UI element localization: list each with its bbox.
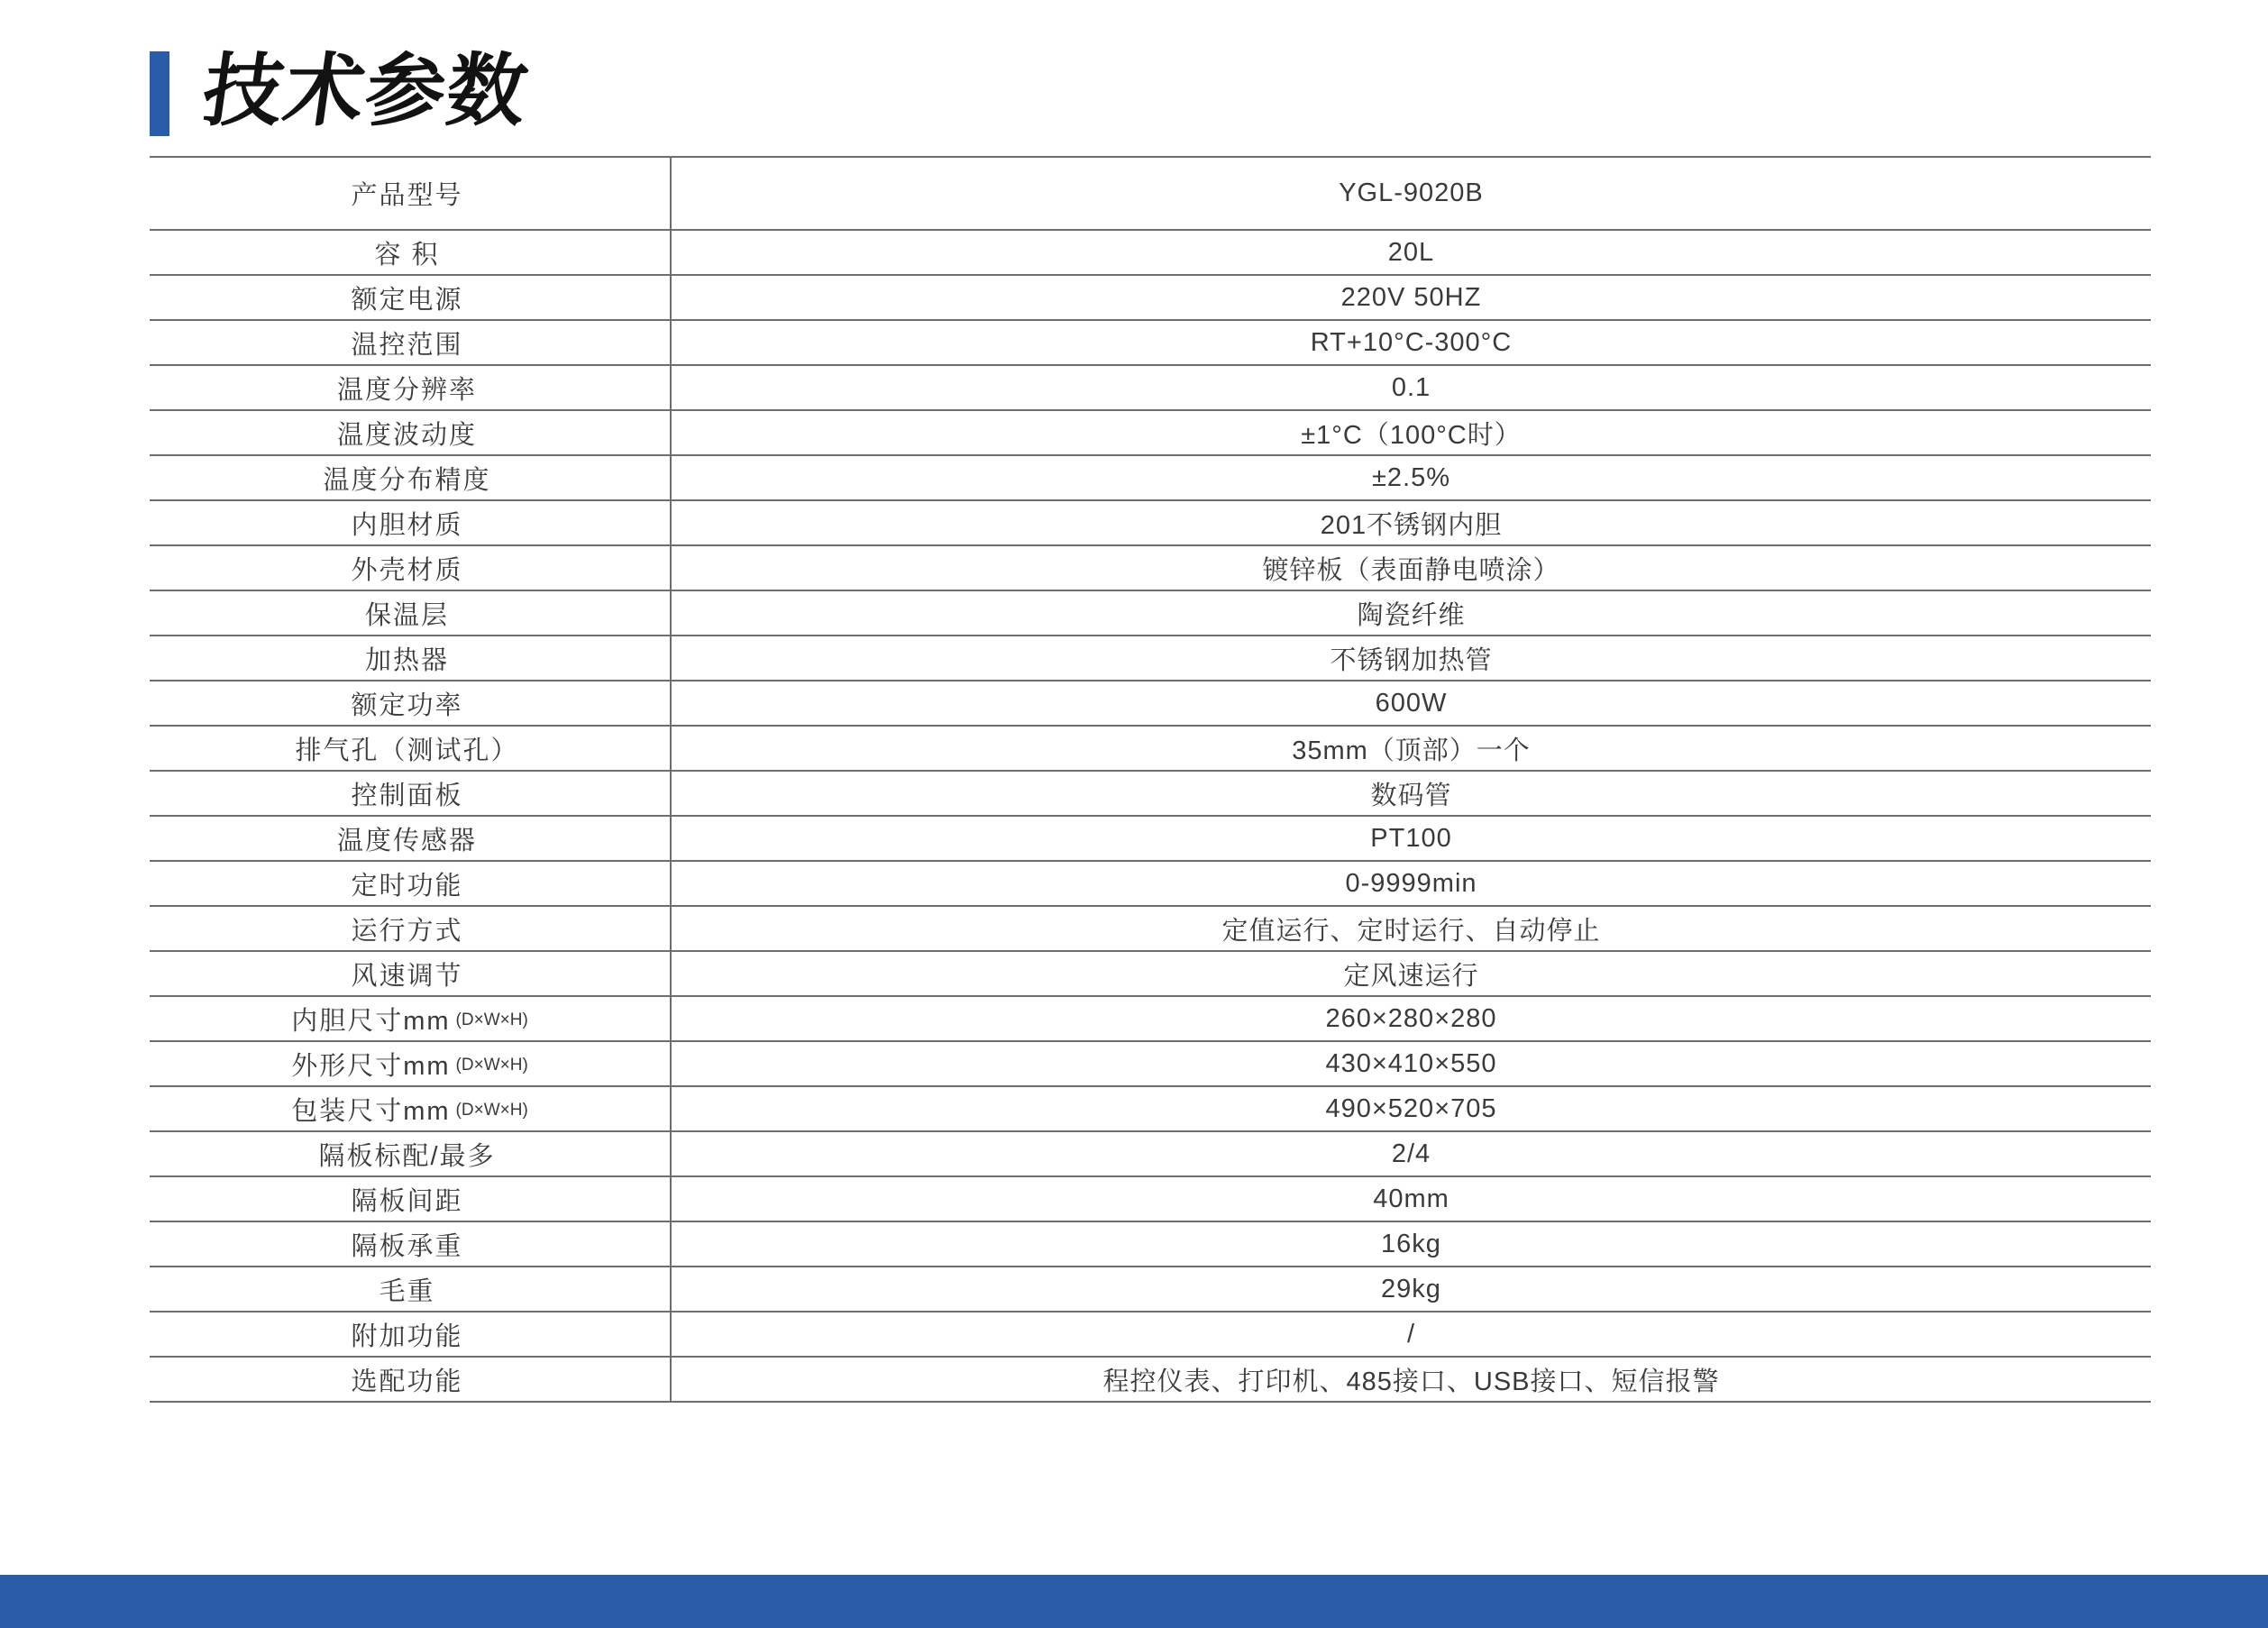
row-value-cell <box>672 817 2151 860</box>
row-label-sub: (D×W×H) <box>455 1011 528 1029</box>
row-value: 0-9999min <box>1345 868 1477 898</box>
row-label-cell <box>150 591 672 635</box>
row-value-cell <box>672 546 2151 590</box>
row-value: 490×520×705 <box>1325 1093 1497 1123</box>
row-label-cell <box>150 862 672 905</box>
table-row <box>150 1311 2151 1356</box>
row-value: 600W <box>1375 688 1448 718</box>
table-row <box>150 274 2151 319</box>
row-value: 定风速运行 <box>1343 961 1479 991</box>
table-row <box>150 319 2151 364</box>
row-value: 不锈钢加热管 <box>1330 645 1493 675</box>
row-value-cell <box>672 1267 2151 1311</box>
row-value-cell <box>672 636 2151 680</box>
row-label: 保温层 <box>364 600 449 630</box>
row-value: 430×410×550 <box>1325 1048 1497 1078</box>
row-label: 毛重 <box>379 1276 435 1306</box>
row-value: 201不锈钢内胆 <box>1320 510 1503 540</box>
row-label-cell <box>150 366 672 409</box>
row-value-cell <box>672 1177 2151 1221</box>
table-row <box>150 1221 2151 1266</box>
row-label-cell <box>150 1042 672 1085</box>
row-label-cell <box>150 321 672 364</box>
page-title: 技术参数 <box>197 46 535 135</box>
table-row <box>150 590 2151 635</box>
row-label: 包装尺寸mm <box>291 1096 451 1126</box>
table-row <box>150 815 2151 860</box>
row-value-cell <box>672 501 2151 544</box>
row-value-cell <box>672 321 2151 364</box>
row-value: RT+10°C-300°C <box>1310 327 1513 357</box>
table-row <box>150 725 2151 770</box>
row-label-cell <box>150 772 672 815</box>
row-value: 陶瓷纤维 <box>1357 600 1466 630</box>
row-value-cell <box>672 997 2151 1040</box>
row-label-cell <box>150 276 672 319</box>
row-value: 2/4 <box>1391 1139 1431 1168</box>
table-row <box>150 454 2151 499</box>
row-label-cell <box>150 952 672 995</box>
row-value: ±1°C（100°C时） <box>1301 420 1522 450</box>
table-row <box>150 950 2151 995</box>
row-value: PT100 <box>1370 823 1452 853</box>
row-label: 温控范围 <box>351 330 463 360</box>
row-label: 隔板标配/最多 <box>318 1141 496 1171</box>
table-row <box>150 995 2151 1040</box>
row-label-cell <box>150 456 672 499</box>
row-value-cell <box>672 231 2151 274</box>
row-label-cell <box>150 501 672 544</box>
row-label: 控制面板 <box>351 781 463 810</box>
row-value-cell <box>672 411 2151 454</box>
table-row <box>150 499 2151 544</box>
row-label: 温度传感器 <box>336 826 477 855</box>
row-value: 260×280×280 <box>1325 1003 1497 1033</box>
row-label-cell <box>150 1222 672 1266</box>
row-value: 20L <box>1387 237 1435 267</box>
row-value-cell <box>672 1222 2151 1266</box>
title-accent-bar <box>150 51 169 136</box>
row-value-cell <box>672 952 2151 995</box>
row-label: 风速调节 <box>351 961 463 991</box>
footer-bar <box>0 1575 2268 1628</box>
row-value-cell <box>672 1042 2151 1085</box>
row-value: 数码管 <box>1370 781 1452 810</box>
row-label-cell <box>150 158 672 229</box>
row-value-cell <box>672 727 2151 770</box>
row-label: 温度分布精度 <box>323 465 491 495</box>
row-label-cell <box>150 1312 672 1356</box>
row-value: 35mm（顶部）一个 <box>1292 736 1531 765</box>
row-value: 220V 50HZ <box>1340 282 1482 312</box>
row-label-cell <box>150 1087 672 1130</box>
row-value: YGL-9020B <box>1339 178 1484 207</box>
row-value-cell <box>672 1358 2151 1401</box>
row-value: 29kg <box>1381 1274 1441 1303</box>
row-label: 定时功能 <box>351 871 463 901</box>
row-value-cell <box>672 366 2151 409</box>
row-label: 加热器 <box>364 645 449 675</box>
table-row <box>150 409 2151 454</box>
row-label: 内胆材质 <box>351 510 463 540</box>
section-header <box>150 46 535 138</box>
table-row <box>150 905 2151 950</box>
table-row <box>150 635 2151 680</box>
spec-table <box>150 156 2151 1403</box>
row-label-sub: (D×W×H) <box>455 1101 528 1120</box>
row-value-cell <box>672 1087 2151 1130</box>
row-value: 镀锌板（表面静电喷涂） <box>1262 555 1560 585</box>
row-label-cell <box>150 411 672 454</box>
row-label: 运行方式 <box>351 916 463 946</box>
row-value: / <box>1406 1319 1416 1349</box>
row-label: 选配功能 <box>351 1367 463 1396</box>
row-label: 外形尺寸mm <box>291 1051 451 1081</box>
table-row <box>150 1175 2151 1221</box>
table-row <box>150 1130 2151 1175</box>
row-value-cell <box>672 276 2151 319</box>
table-row <box>150 1085 2151 1130</box>
row-label-cell <box>150 636 672 680</box>
row-value: 0.1 <box>1391 372 1431 402</box>
table-row <box>150 770 2151 815</box>
row-label-cell <box>150 727 672 770</box>
row-label-cell <box>150 1267 672 1311</box>
row-label-cell <box>150 817 672 860</box>
row-label: 产品型号 <box>351 181 463 210</box>
row-value: 16kg <box>1381 1229 1441 1258</box>
row-value: 定值运行、定时运行、自动停止 <box>1221 916 1601 946</box>
row-value-cell <box>672 158 2151 229</box>
row-value: 40mm <box>1373 1184 1450 1213</box>
table-row <box>150 156 2151 229</box>
row-label-cell <box>150 546 672 590</box>
row-value-cell <box>672 681 2151 725</box>
table-row <box>150 544 2151 590</box>
table-row <box>150 1040 2151 1085</box>
table-row <box>150 860 2151 905</box>
row-label: 额定功率 <box>351 691 463 720</box>
row-label: 外壳材质 <box>351 555 463 585</box>
row-label-cell <box>150 1358 672 1401</box>
row-value: ±2.5% <box>1371 462 1450 492</box>
table-row <box>150 680 2151 725</box>
row-label-sub: (D×W×H) <box>455 1056 528 1075</box>
row-label-cell <box>150 1132 672 1175</box>
row-value-cell <box>672 1132 2151 1175</box>
row-label: 容 积 <box>374 240 440 270</box>
row-value-cell <box>672 772 2151 815</box>
row-value-cell <box>672 907 2151 950</box>
table-row <box>150 364 2151 409</box>
row-label-cell <box>150 1177 672 1221</box>
row-value: 程控仪表、打印机、485接口、USB接口、短信报警 <box>1102 1367 1720 1396</box>
row-label-cell <box>150 907 672 950</box>
table-row <box>150 1356 2151 1401</box>
row-label-cell <box>150 997 672 1040</box>
row-label: 额定电源 <box>351 285 463 315</box>
row-label: 隔板承重 <box>351 1231 463 1261</box>
row-label: 附加功能 <box>351 1322 463 1351</box>
row-value-cell <box>672 591 2151 635</box>
row-label-cell <box>150 681 672 725</box>
row-label-cell <box>150 231 672 274</box>
row-value-cell <box>672 862 2151 905</box>
table-row <box>150 1266 2151 1311</box>
row-label: 温度分辨率 <box>336 375 477 405</box>
row-value-cell <box>672 1312 2151 1356</box>
table-row <box>150 229 2151 274</box>
row-value-cell <box>672 456 2151 499</box>
row-label: 温度波动度 <box>336 420 477 450</box>
row-label: 排气孔（测试孔） <box>295 736 519 765</box>
row-label: 内胆尺寸mm <box>291 1006 451 1036</box>
row-label: 隔板间距 <box>351 1186 463 1216</box>
